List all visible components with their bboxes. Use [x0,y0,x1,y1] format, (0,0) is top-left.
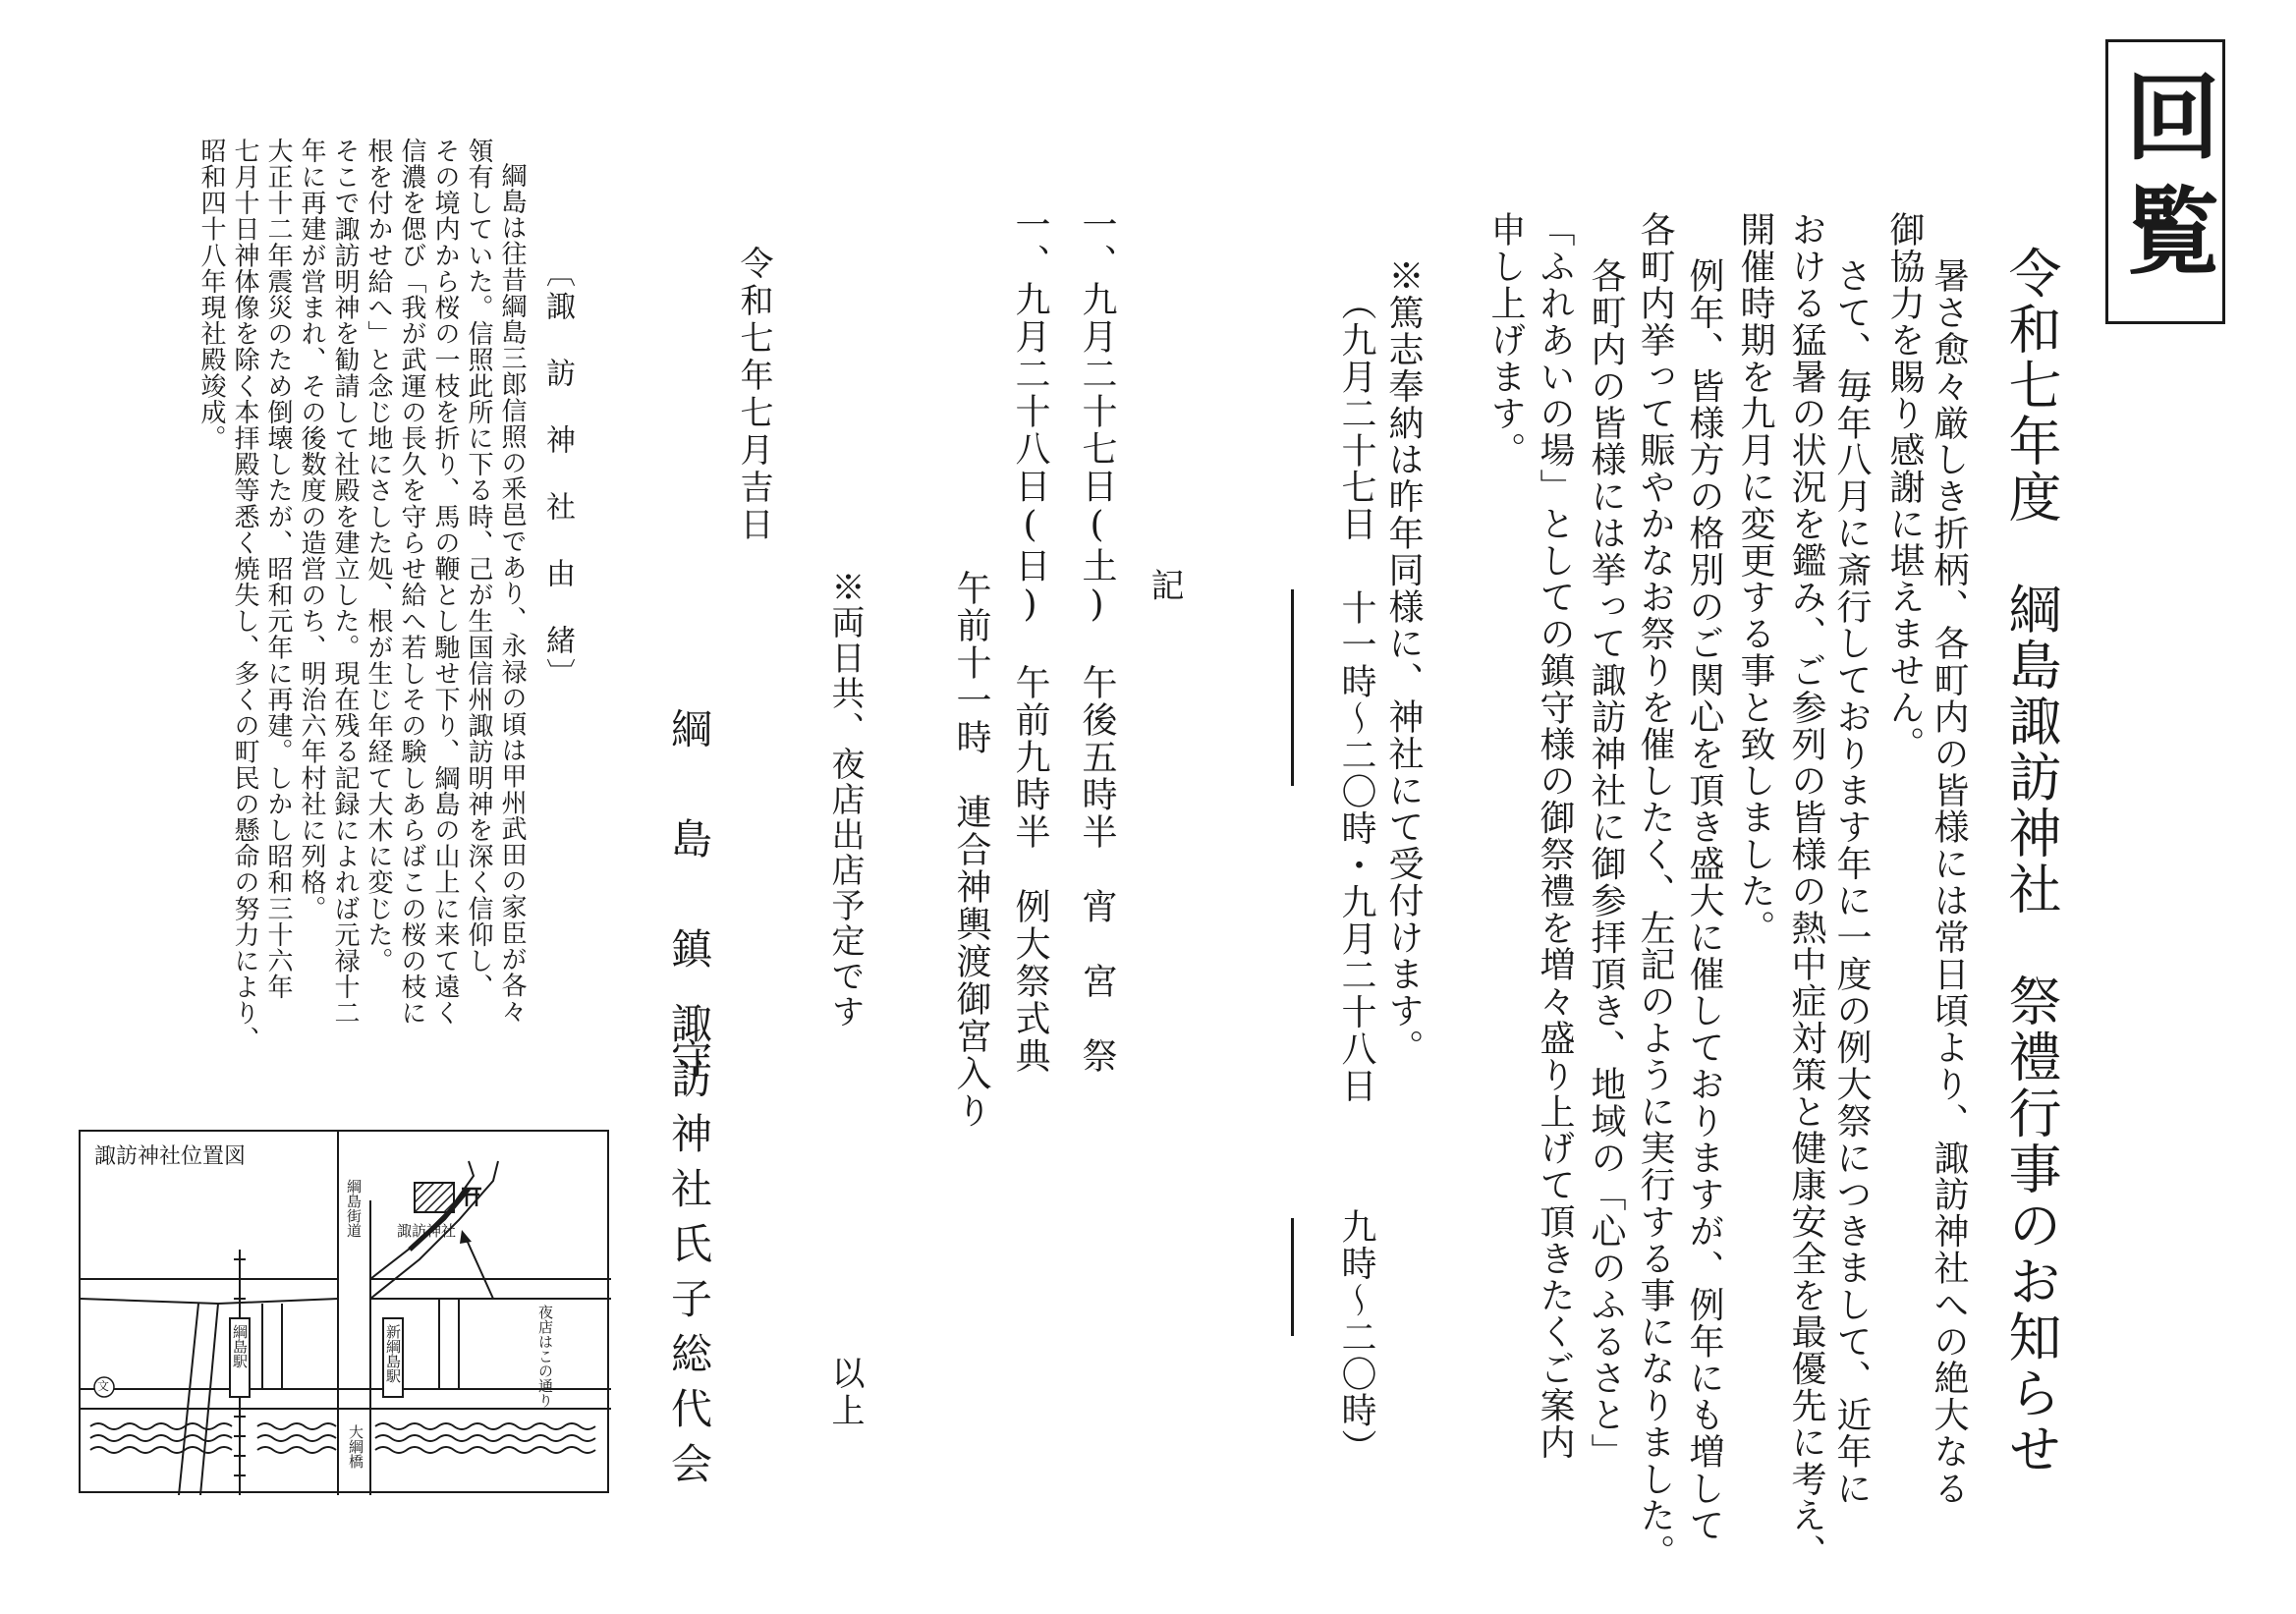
body-line: 「ふれあいの場」としての鎮守様の御祭禮を増々盛り上げて頂きたくご案内 [1535,211,1575,1461]
body-line: さて、毎年八月に斎行しております年に一度の例大祭につきまして、近年に [1831,257,1872,1507]
map-road-label: 綱島街道 [345,1179,363,1238]
stall-note: ※両日共、夜店出店予定です [825,570,865,1030]
yuisho-line: 大正十二年震災のため倒壊したが、昭和元年に再建。しかし昭和三十六年 [263,138,293,1000]
kairan-label: 回覧 [2110,68,2221,296]
body-line: 各町内挙って賑やかなお祭りを催したく、左記のように実行する事になりました。 [1635,211,1675,1571]
road-line [200,1304,218,1495]
closing-ijo: 以上 [825,1356,865,1430]
river [90,1423,595,1453]
body-line: 開催時期を九月に変更する事と致しました。 [1735,211,1775,946]
donation-notice: ※篤志奉納は昨年同様に、神社にて受付けます。 [1383,257,1424,1066]
body-line: おける猛暑の状況を鑑み、ご参列の皆様の熱中症対策と健康安全を最優先に考え、 [1786,211,1826,1571]
hours-day2: 九時〜二〇時） [1336,1208,1376,1466]
map-station1-label: 綱島駅 [231,1324,249,1368]
school-icon: 文 [97,1379,110,1393]
map-shrine-label: 諏訪神社 [397,1222,457,1240]
yuisho-line: 根を付かせ給へ」と念じ地にさした処、根が生じ年経て大木に変じた。 [364,138,393,974]
map-station2-label: 新綱島駅 [384,1324,402,1383]
map-stall-label: 夜店はこの通り [536,1305,554,1408]
body-line: 申し上げます。 [1485,211,1526,469]
kairan-box [2105,39,2225,324]
location-map [79,1130,609,1493]
map-bridge-label: 大綱橋 [347,1424,364,1469]
signer-line2: 諏訪神社氏子総代会 [665,1002,713,1497]
yuisho-line: 領有していた。信照此所に下る時、己が生国信州諏訪明神を深く信仰し、 [464,138,493,1000]
yuisho-line: 綱島は往昔綱島三郎信照の釆邑であり、永禄の頃は甲州武田の家臣が各々 [497,162,527,1025]
schedule-row: 一、九月二十八日(日) 午前九時半 例大祭式典 [1010,206,1050,1075]
hours-underline [1291,1218,1294,1336]
yuisho-line: 七月十日神体像を除く本拝殿等悉く焼失し、多くの町民の懸命の努力により、 [230,138,259,1052]
yuisho-line: 昭和四十八年現社殿竣成。 [196,138,226,452]
hours-open: （九月二十七日 [1336,285,1376,542]
yuisho-title: 〔諏 訪 神 社 由 緒〕 [540,257,575,692]
ki-heading: 記 [1145,568,1184,601]
hours-day1: 十一時〜二〇時・九月二十八日 [1336,589,1376,1104]
body-line: 御協力を賜り感謝に堪えません。 [1884,211,1925,762]
body-line: 暑さ愈々厳しき折柄、各町内の皆様には常日頃より、諏訪神社への絶大なる [1929,257,1969,1507]
map-title: 諏訪神社位置図 [94,1144,247,1169]
yuisho-line: その境内から桜の一枝を折り、馬の鞭とし馳せ下り、綱島の山上に来て遠く [430,138,460,1027]
road-line [179,1304,198,1495]
stall-arrow [466,1238,493,1299]
schedule-row: 一、九月二十七日(土) 午後五時半 宵 宮 祭 [1077,206,1117,1075]
arrow-head-icon [460,1230,472,1244]
body-line: 例年、皆様方の格別のご関心を頂き盛大に催しておりますが、例年にも増して [1684,257,1724,1543]
hours-underline [1291,589,1294,786]
issue-date: 令和七年七月吉日 [734,246,773,544]
body-line: 各町内の皆様には挙って諏訪神社に御参拝頂き、地域の「心のふるさと」 [1586,257,1626,1471]
yuisho-line: 信濃を偲び「我が武運の長久を守らせ給へ若しその験しあらばこの桜の枝に [397,138,426,1027]
road-line [81,1299,338,1304]
page-title: 令和七年度 綱島諏訪神社 祭禮行事のお知らせ [2000,246,2062,1477]
yuisho-line: 年に再建が営まれ、その後数度の造営のち、明治六年村社に列格。 [297,138,326,921]
schedule-row: 午前十一時 連合神輿渡御宮入り [951,570,991,1130]
signer-line1: 綱 島 鎮 守 [665,707,713,1092]
yuisho-line: そこで諏訪明神を勧請して社殿を建立した。現在残る記録によれば元禄十二 [330,138,360,1027]
